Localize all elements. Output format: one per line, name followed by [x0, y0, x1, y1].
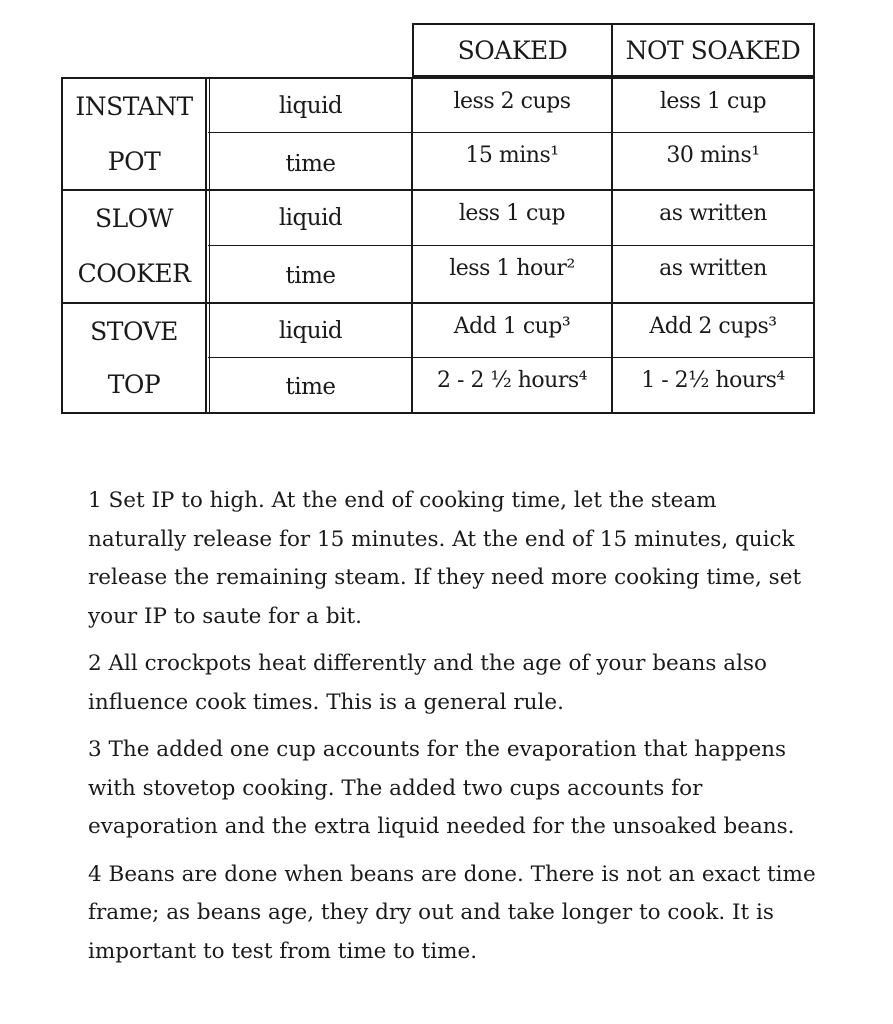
method-instant-pot-line2: POT — [107, 146, 161, 176]
method-stove-top-line1: STOVE — [90, 317, 178, 346]
value-stove-top-not-soaked-liquid: Add 2 cups³ — [649, 314, 777, 339]
row-label-liquid: liquid — [278, 205, 343, 231]
value-slow-cooker-not-soaked-liquid: as written — [659, 201, 767, 226]
footnote-3: 3 The added one cup accounts for the evaporation that happens with stovetop cooking. The added two cups accounts for evaporation and the extra liquid needed for the unsoaked beans. — [88, 737, 795, 839]
value-stove-top-soaked-time: 2 - 2 ½ hours⁴ — [437, 368, 587, 393]
value-slow-cooker-soaked-time: less 1 hour² — [449, 256, 575, 281]
value-instant-pot-not-soaked-time: 30 mins¹ — [666, 143, 760, 168]
row-label-time: time — [285, 150, 336, 177]
value-instant-pot-not-soaked-liquid: less 1 cup — [659, 89, 767, 114]
value-slow-cooker-not-soaked-time: as written — [659, 256, 767, 281]
method-stove-top-line2: TOP — [107, 370, 161, 399]
footnote-1: 1 Set IP to high. At the end of cooking time, let the steam naturally release for 15 minutes. At the end of 15 minutes, quick release the remaining steam. If they need more cooking time, set your IP to saute for a bit. — [88, 488, 802, 629]
footnote-4: 4 Beans are done when beans are done. There is not an exact time frame; as beans age, they dry out and take longer to cook. It is important to test from time to time. — [88, 861, 816, 964]
row-label-time: time — [285, 263, 336, 289]
header-soaked: SOAKED — [412, 23, 613, 77]
row-label-time: time — [285, 374, 336, 400]
footnotes — [88, 482, 818, 980]
footnote-2: 2 All crockpots heat differently and the age of your beans also influence cook times. This is a general rule. — [88, 651, 767, 715]
value-instant-pot-soaked-liquid: less 2 cups — [453, 89, 571, 114]
method-instant-pot-line1: INSTANT — [75, 92, 193, 121]
method-slow-cooker-line2: COOKER — [77, 259, 191, 288]
grid-line-bottom — [61, 412, 815, 414]
grid-line-right — [813, 77, 815, 414]
row-label-liquid: liquid — [278, 317, 343, 344]
header-not-soaked: NOT SOAKED — [611, 23, 815, 77]
value-stove-top-not-soaked-time: 1 - 2½ hours⁴ — [641, 368, 785, 393]
row-label-liquid: liquid — [278, 92, 343, 119]
grid-line-method-right-a — [205, 77, 207, 414]
value-slow-cooker-soaked-liquid: less 1 cup — [458, 201, 566, 226]
method-slow-cooker-line1: SLOW — [95, 204, 173, 233]
value-stove-top-soaked-liquid: Add 1 cup³ — [453, 314, 571, 339]
value-instant-pot-soaked-time: 15 mins¹ — [465, 143, 559, 168]
